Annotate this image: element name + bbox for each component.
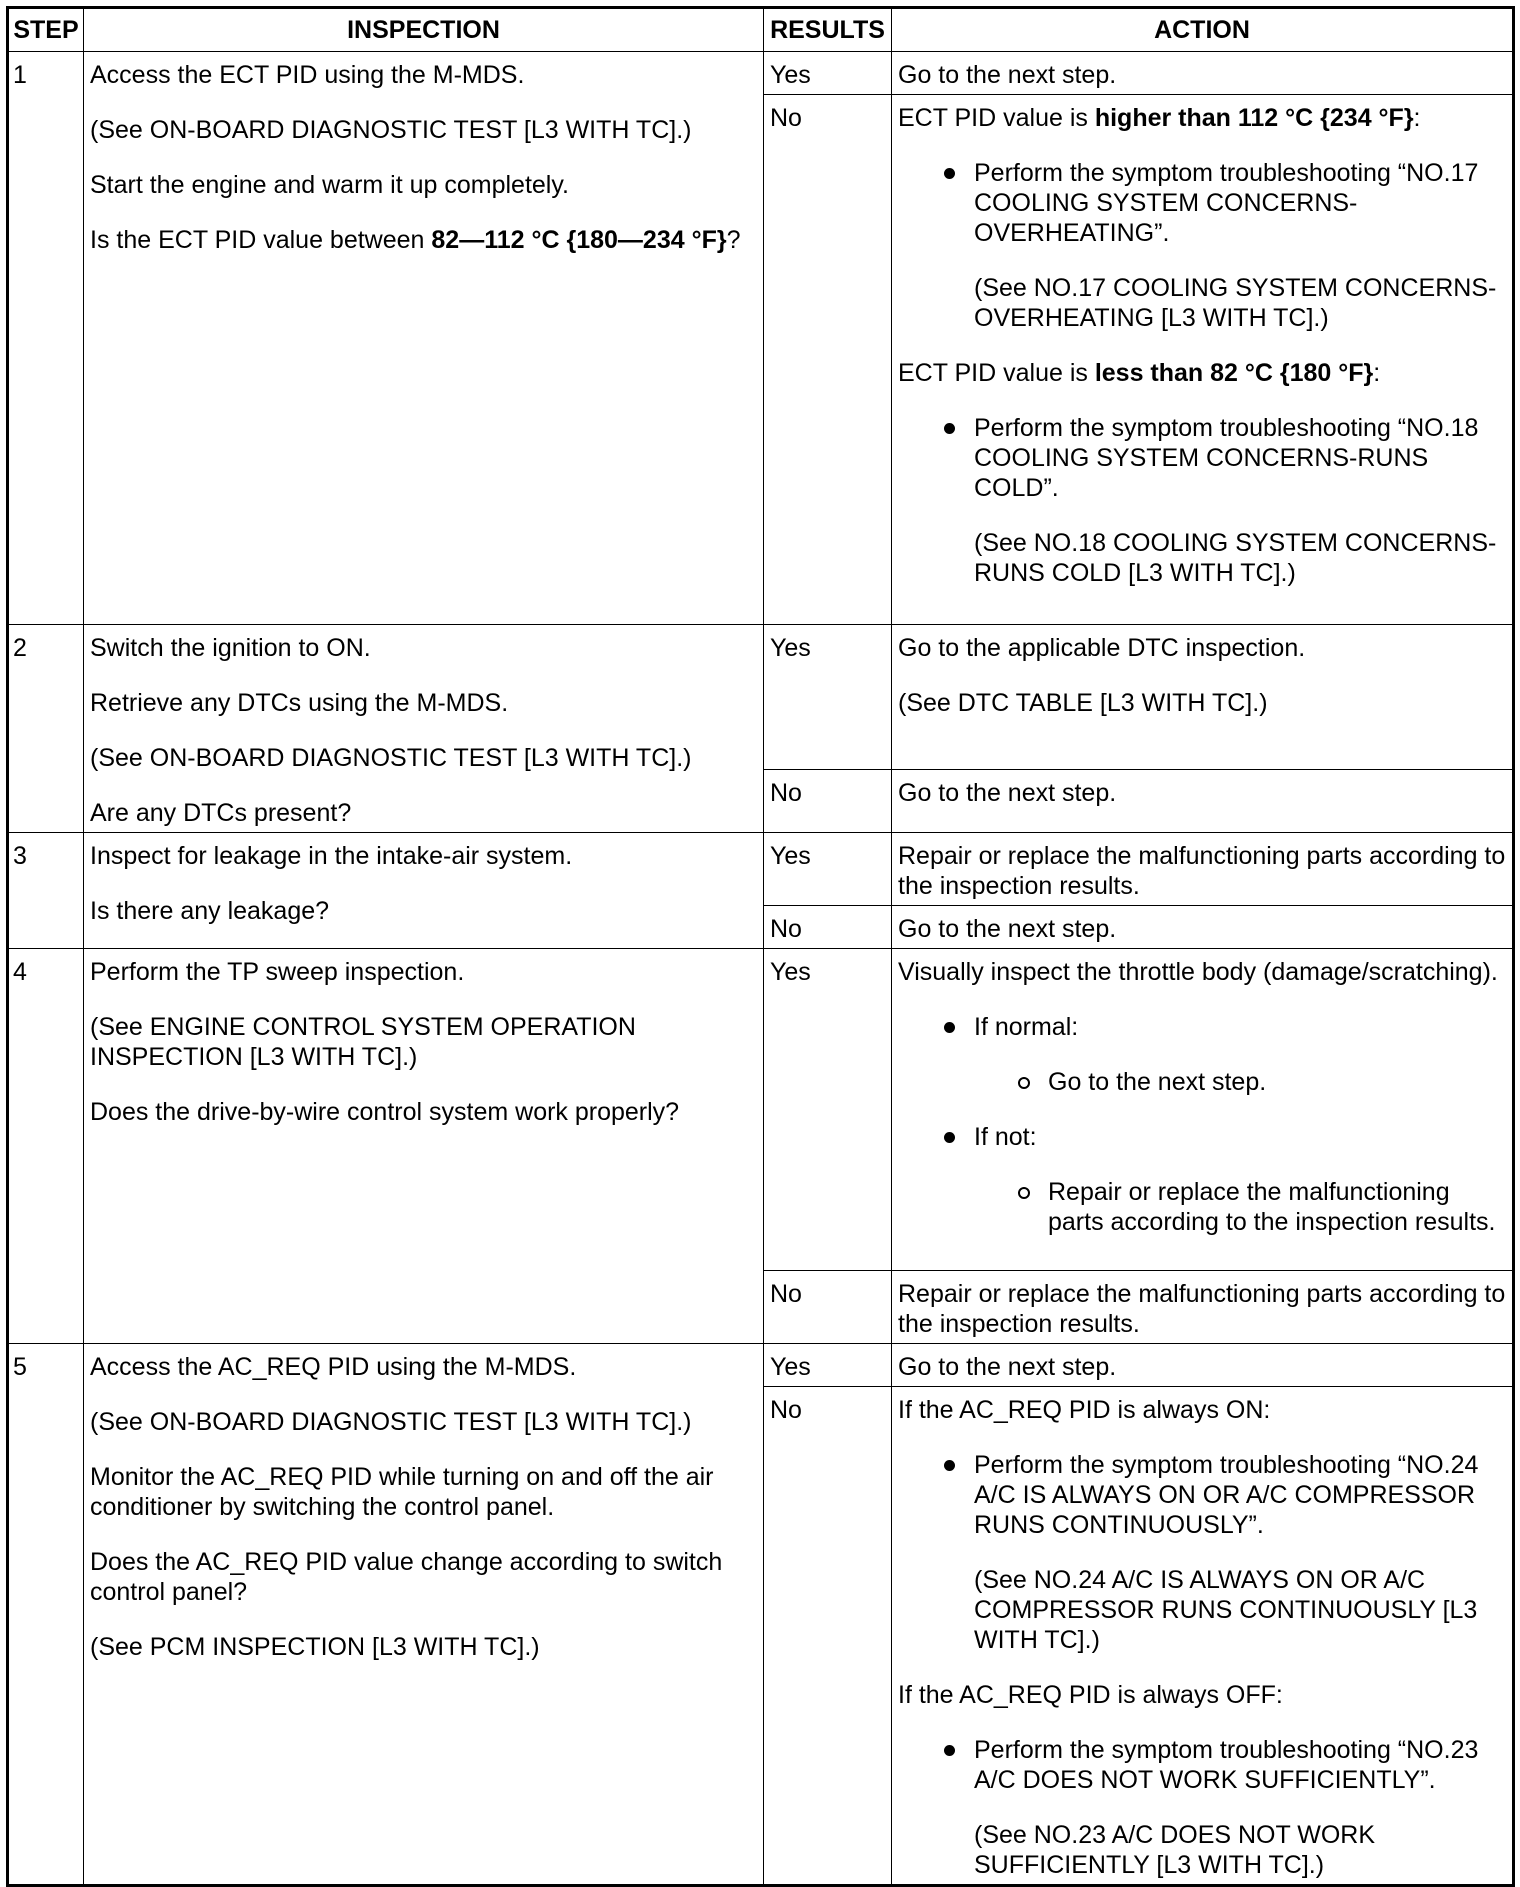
result-no: No: [764, 95, 892, 625]
inspection-question: Is there any leakage?: [90, 897, 330, 925]
result-yes: Yes: [764, 625, 892, 770]
bullet-icon: [944, 423, 955, 434]
reference-text: (See ENGINE CONTROL SYSTEM OPERATION INSPECTION [L3 WITH TC].): [90, 1013, 636, 1071]
circle-bullet-icon: [1018, 1187, 1030, 1199]
circle-bullet-icon: [1018, 1077, 1030, 1089]
reference-text: (See NO.17 COOLING SYSTEM CONCERNS-OVERHEATING [L3 WITH TC].): [974, 274, 1497, 332]
table-row: [8, 625, 1514, 770]
list-item: If normal: Go to the next step.: [940, 1012, 1506, 1097]
reference-text: (See NO.18 COOLING SYSTEM CONCERNS-RUNS COLD [L3 WITH TC].): [974, 529, 1497, 587]
bullet-list: [898, 413, 1506, 588]
inspection-cell: [84, 949, 764, 1344]
step-number: 2: [8, 625, 84, 833]
action-cell: Repair or replace the malfunctioning parts according to the inspection results.: [892, 833, 1514, 906]
action-cell: Repair or replace the malfunctioning parts according to the inspection results.: [892, 1271, 1514, 1344]
inspection-question: Is the ECT PID value between 82—112 °C {180—234 °F}?: [90, 226, 741, 254]
result-no: No: [764, 1387, 892, 1886]
inspection-cell: [84, 625, 764, 833]
list-item: Perform the symptom troubleshooting “NO.17 COOLING SYSTEM CONCERNS-OVERHEATING”. (See NO.17 COOLING SYSTEM CONCERNS-OVERHEATING [L3 WITH TC].): [940, 158, 1506, 333]
inspection-cell: [84, 1344, 764, 1886]
reference-text: (See DTC TABLE [L3 WITH TC].): [898, 689, 1268, 717]
list-item: If not: Repair or replace the malfunctioning parts according to the inspection results.: [940, 1122, 1506, 1237]
bullet-icon: [944, 1460, 955, 1471]
inspection-text: (See ON-BOARD DIAGNOSTIC TEST [L3 WITH TC].): [90, 116, 692, 144]
condition-text: If the AC_REQ PID is always OFF:: [898, 1681, 1283, 1709]
reference-text: (See PCM INSPECTION [L3 WITH TC].): [90, 1633, 540, 1661]
result-yes: Yes: [764, 833, 892, 906]
header-row: [8, 8, 1514, 52]
table-row: [8, 833, 1514, 906]
header-results: RESULTS: [764, 8, 892, 52]
inspection-question: Are any DTCs present?: [90, 799, 352, 827]
inspection-text: Retrieve any DTCs using the M-MDS.: [90, 689, 509, 717]
list-item: Perform the symptom troubleshooting “NO.18 COOLING SYSTEM CONCERNS-RUNS COLD”. (See NO.18 COOLING SYSTEM CONCERNS-RUNS COLD [L3 WITH TC].): [940, 413, 1506, 588]
bullet-icon: [944, 168, 955, 179]
inspection-text: (See ON-BOARD DIAGNOSTIC TEST [L3 WITH TC].): [90, 744, 692, 772]
bullet-icon: [944, 1132, 955, 1143]
step-number: 1: [8, 52, 84, 625]
result-yes: Yes: [764, 52, 892, 95]
sub-bullet-list: [974, 1067, 1506, 1097]
action-cell: [892, 625, 1514, 770]
sub-bullet-list: [974, 1177, 1506, 1237]
bullet-list: [898, 1012, 1506, 1237]
inspection-text: Perform the TP sweep inspection.: [90, 958, 465, 986]
step-number: 4: [8, 949, 84, 1344]
table-row: [8, 52, 1514, 95]
result-no: No: [764, 1271, 892, 1344]
inspection-text: Access the ECT PID using the M-MDS.: [90, 61, 525, 89]
action-text: Go to the applicable DTC inspection.: [898, 634, 1306, 662]
reference-text: (See NO.23 A/C DOES NOT WORK SUFFICIENTLY [L3 WITH TC].): [974, 1821, 1376, 1879]
condition-text: ECT PID value is higher than 112 °C {234 °F}:: [898, 104, 1421, 132]
action-cell: [892, 95, 1514, 625]
reference-text: (See ON-BOARD DIAGNOSTIC TEST [L3 WITH TC].): [90, 1408, 692, 1436]
action-cell: Go to the next step.: [892, 769, 1514, 832]
inspection-text: Access the AC_REQ PID using the M-MDS.: [90, 1353, 577, 1381]
condition-text: ECT PID value is less than 82 °C {180 °F}:: [898, 359, 1381, 387]
bullet-list: [898, 158, 1506, 333]
condition-text: If the AC_REQ PID is always ON:: [898, 1396, 1271, 1424]
list-item: Go to the next step.: [1014, 1067, 1506, 1097]
bullet-icon: [944, 1745, 955, 1756]
action-cell: [892, 1387, 1514, 1886]
action-text: Visually inspect the throttle body (damage/scratching).: [898, 958, 1498, 986]
inspection-text: Inspect for leakage in the intake-air system.: [90, 842, 573, 870]
table-row: [8, 1344, 1514, 1387]
list-item: Repair or replace the malfunctioning parts according to the inspection results.: [1014, 1177, 1506, 1237]
result-yes: Yes: [764, 1344, 892, 1387]
inspection-cell: [84, 833, 764, 949]
result-no: No: [764, 906, 892, 949]
table-row: [8, 949, 1514, 1271]
bullet-list: [898, 1450, 1506, 1655]
inspection-question: Does the AC_REQ PID value change according to switch control panel?: [90, 1548, 723, 1606]
action-cell: Go to the next step.: [892, 52, 1514, 95]
action-cell: Go to the next step.: [892, 1344, 1514, 1387]
action-cell: Go to the next step.: [892, 906, 1514, 949]
temp-range: 82—112 °C {180—234 °F}: [431, 226, 727, 254]
inspection-text: Start the engine and warm it up completely.: [90, 171, 569, 199]
list-item: Perform the symptom troubleshooting “NO.23 A/C DOES NOT WORK SUFFICIENTLY”. (See NO.23 A/C DOES NOT WORK SUFFICIENTLY [L3 WITH TC].): [940, 1735, 1506, 1880]
header-action: ACTION: [892, 8, 1514, 52]
header-inspection: INSPECTION: [84, 8, 764, 52]
header-step: STEP: [8, 8, 84, 52]
inspection-text: Monitor the AC_REQ PID while turning on and off the air conditioner by switching the control panel.: [90, 1463, 714, 1521]
bullet-icon: [944, 1022, 955, 1033]
inspection-question: Does the drive-by-wire control system work properly?: [90, 1098, 680, 1126]
result-no: No: [764, 769, 892, 832]
bullet-list: [898, 1735, 1506, 1880]
diagnostic-table: [6, 6, 1515, 1887]
step-number: 3: [8, 833, 84, 949]
inspection-text: Switch the ignition to ON.: [90, 634, 371, 662]
step-number: 5: [8, 1344, 84, 1886]
result-yes: Yes: [764, 949, 892, 1271]
action-cell: [892, 949, 1514, 1271]
inspection-cell: [84, 52, 764, 625]
reference-text: (See NO.24 A/C IS ALWAYS ON OR A/C COMPRESSOR RUNS CONTINUOUSLY [L3 WITH TC].): [974, 1566, 1478, 1654]
list-item: Perform the symptom troubleshooting “NO.24 A/C IS ALWAYS ON OR A/C COMPRESSOR RUNS CONTINUOUSLY”. (See NO.24 A/C IS ALWAYS ON OR A/C COMPRESSOR RUNS CONTINUOUSLY [L3 WITH TC].): [940, 1450, 1506, 1655]
